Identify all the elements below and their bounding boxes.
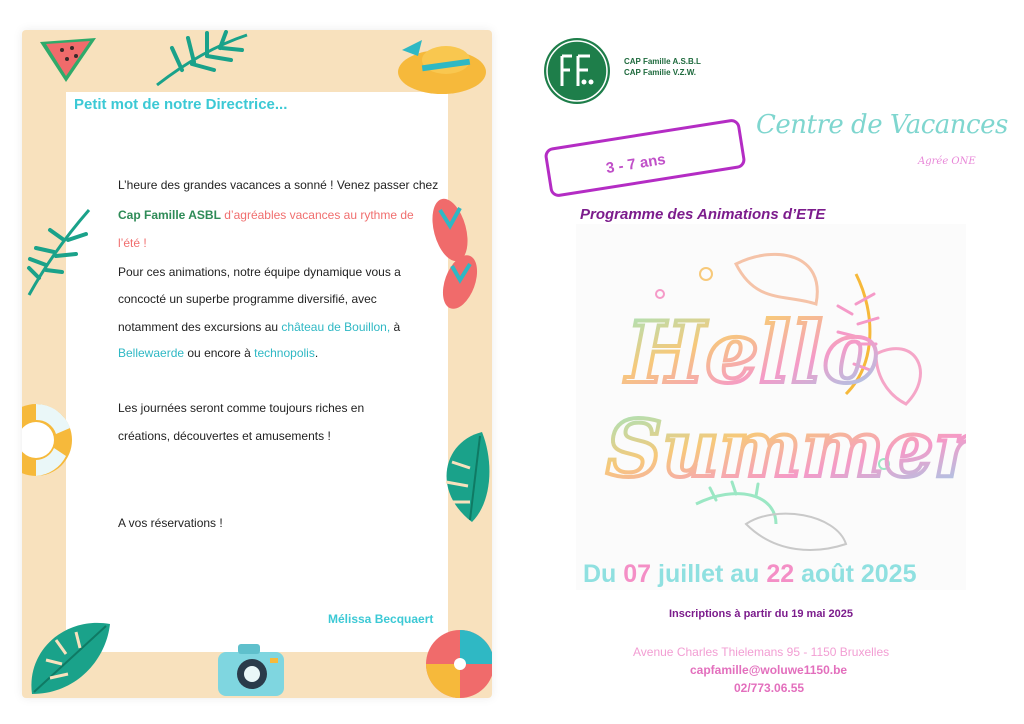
beach-ball-icon [420,620,492,700]
text-segment: . [314,346,319,360]
text-segment: notamment des excursions au [118,320,282,334]
registration-info: Inscriptions à partir du 19 mai 2025 [669,608,854,620]
program-title: Programme des Animations d’ETE [580,206,826,223]
letter-para2-line4 [118,346,318,360]
palm-leaf-left-icon [24,200,94,300]
org-name-inline: Cap Famille ASBL [118,208,221,222]
technopolis-link: technopolis [254,346,315,360]
swim-ring-icon [22,390,78,490]
hello-lettering: Hello [626,303,879,402]
letter-para1-rest: d’agréables vacances au rythme de [220,208,414,222]
letter-para2-line3 [118,320,400,334]
hello-summer-artwork [576,224,966,590]
watermelon-icon [36,34,106,86]
centre-title: Centre de Vacances [756,110,1008,140]
monstera-leaf-bottom-icon [26,610,116,700]
letter-para2-line1: Pour ces animations, notre équipe dynamique vous a [118,265,401,279]
start-day: 07 [623,560,652,588]
letter-para2-line2: concocté un superbe programme diversifié, avec [118,292,377,306]
letter-para3-line1: Les journées seront comme toujours riches en [118,401,365,415]
signature: Mélissa Becquaert [328,612,434,626]
summer-lettering: Summer [606,404,966,495]
letter-para1-line2 [118,208,414,222]
letter-closing: A vos réservations ! [118,516,223,530]
text-segment: ou encore à [184,346,255,360]
dates-suffix: août 2025 [794,560,917,588]
monstera-leaf-right-icon [432,422,492,532]
letter-para1-line3: l’été ! [118,236,147,250]
palm-leaf-top-icon [152,30,252,90]
bellewaerde-link: Bellewaerde [118,346,185,360]
letter-title: Petit mot de notre Directrice... [74,96,288,113]
contact-email[interactable]: capfamille@woluwe1150.be [690,663,848,677]
camera-icon [212,636,292,700]
age-badge [543,118,746,198]
letter-panel [22,30,492,700]
program-dates [583,560,916,589]
letter-para3-line2: créations, découvertes et amusements ! [118,429,331,443]
age-range: 3 - 7 ans [604,150,667,177]
accreditation-label: Agrée ONE [918,156,976,167]
letter-paper [66,92,448,652]
dates-mid: juillet au [651,560,767,588]
org-name-fr: CAP Famille A.S.B.L [624,57,701,66]
letter-para1-line1: L’heure des grandes vacances a sonné ! Venez passer chez [118,178,439,192]
flip-flops-icon [420,190,490,310]
end-day: 22 [766,560,795,588]
org-name-nl: CAP Familie V.Z.W. [624,68,697,77]
hello-summer-illustration [576,224,966,590]
sun-hat-icon [392,30,492,100]
cap-famille-logo [544,38,610,104]
dates-prefix: Du [583,560,624,588]
contact-address: Avenue Charles Thielemans 95 - 1150 Bruxelles [633,645,890,659]
contact-phone[interactable]: 02/773.06.55 [734,681,805,695]
logo-emblem-icon [544,38,610,104]
text-segment: à [390,320,401,334]
bouillon-link: château de Bouillon, [281,320,391,334]
